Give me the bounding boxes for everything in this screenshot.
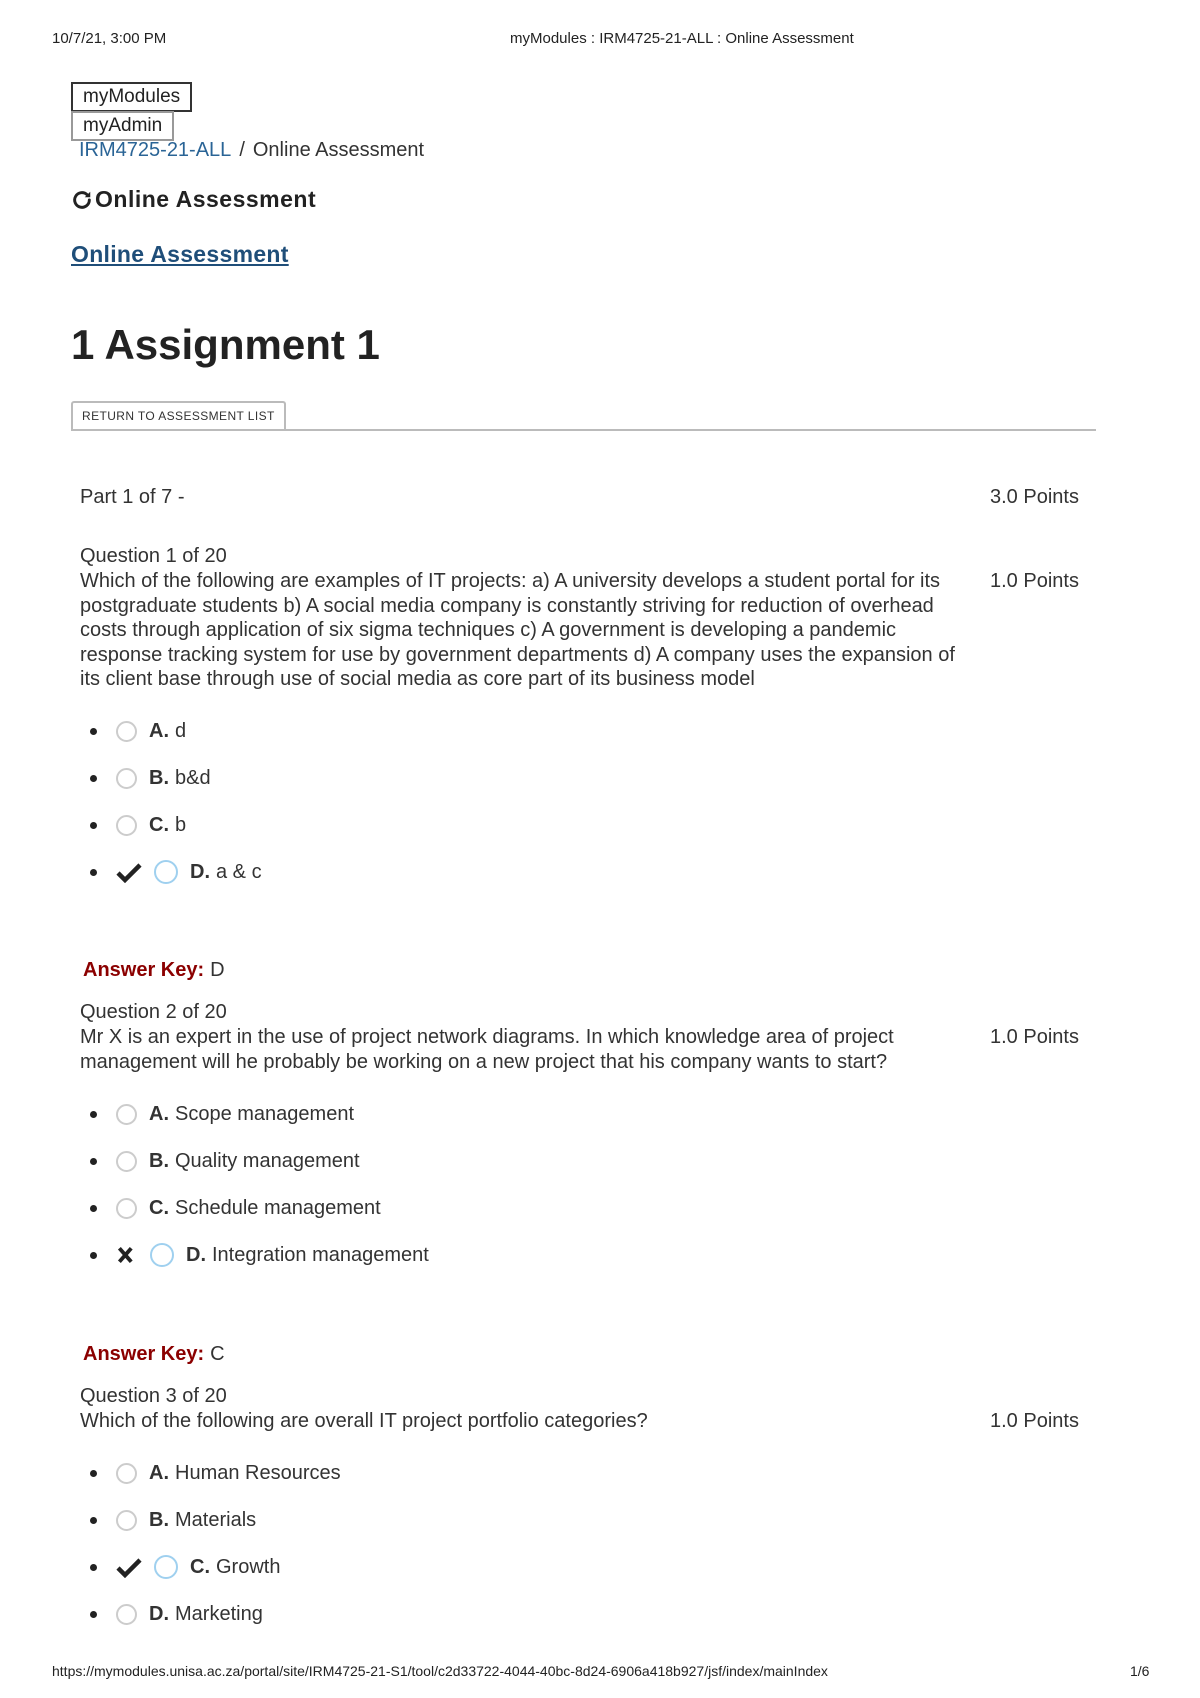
page-title: 1 Assignment 1 — [71, 321, 380, 368]
bullet — [90, 1470, 97, 1477]
tool-title — [71, 186, 316, 213]
radio-button[interactable] — [116, 1604, 137, 1625]
print-url: https://mymodules.unisa.ac.za/portal/site/IRM4725-21-S1/tool/c2d33722-4044-40bc-8d24-6906a418b927/jsf/index/mainIndex — [52, 1663, 828, 1679]
option-text: Marketing — [175, 1602, 263, 1625]
option-letter: D. — [190, 860, 210, 883]
answer-option[interactable] — [90, 1600, 263, 1628]
breadcrumb-separator: / — [239, 139, 245, 161]
bullet — [90, 1205, 97, 1212]
radio-button[interactable] — [116, 815, 137, 836]
return-to-assessment-list-button[interactable]: RETURN TO ASSESSMENT LIST — [71, 401, 286, 429]
checkmark-icon — [116, 861, 142, 883]
option-text: a & c — [216, 860, 262, 883]
answer-key — [83, 959, 225, 982]
bullet — [90, 1564, 97, 1571]
question-text: Mr X is an expert in the use of project network diagrams. In which knowledge area of project management will he probably be working on a new project that his company wants to start? — [80, 1026, 894, 1073]
answer-key — [83, 1343, 225, 1366]
option-letter: D. — [149, 1602, 169, 1625]
bullet — [90, 1111, 97, 1118]
breadcrumb-site-link[interactable]: IRM4725-21-ALL — [79, 139, 232, 161]
tab-divider — [71, 429, 1096, 431]
option-letter: B. — [149, 1149, 169, 1172]
question-points: 1.0 Points — [990, 570, 1079, 592]
answer-option[interactable] — [90, 1553, 280, 1581]
answer-option[interactable] — [90, 1100, 354, 1128]
refresh-icon[interactable] — [71, 189, 93, 211]
mymodules-button[interactable]: myModules — [71, 82, 192, 112]
option-text: d — [175, 719, 187, 742]
radio-button[interactable] — [116, 721, 137, 742]
option-text: Schedule management — [175, 1196, 381, 1219]
option-letter: B. — [149, 766, 169, 789]
option-letter: D. — [186, 1243, 206, 1266]
bullet — [90, 1517, 97, 1524]
radio-button[interactable] — [150, 1243, 174, 1267]
bullet — [90, 1158, 97, 1165]
answer-option[interactable] — [90, 1459, 341, 1487]
answer-key-value: C — [210, 1343, 225, 1365]
radio-button[interactable] — [116, 1198, 137, 1219]
bullet — [90, 775, 97, 782]
print-date: 10/7/21, 3:00 PM — [52, 30, 167, 47]
option-letter: C. — [149, 813, 169, 836]
answer-option[interactable] — [90, 1241, 429, 1269]
option-letter: B. — [149, 1508, 169, 1531]
radio-button[interactable] — [116, 1510, 137, 1531]
checkmark-icon — [116, 1556, 142, 1578]
option-text: Growth — [216, 1555, 281, 1578]
answer-option[interactable] — [90, 1147, 360, 1175]
bullet — [90, 869, 97, 876]
answer-option[interactable] — [90, 858, 262, 886]
bullet — [90, 1611, 97, 1618]
breadcrumb-current: Online Assessment — [252, 139, 425, 161]
question-number: Question 2 of 20 — [80, 1001, 227, 1023]
question-number: Question 3 of 20 — [80, 1385, 227, 1407]
part-points: 3.0 Points — [990, 486, 1079, 508]
cross-icon — [116, 1244, 138, 1266]
radio-button[interactable] — [116, 768, 137, 789]
answer-key-label: Answer Key: — [83, 959, 205, 981]
option-text: Quality management — [175, 1149, 360, 1172]
option-text: Scope management — [175, 1102, 355, 1125]
bullet — [90, 728, 97, 735]
radio-button[interactable] — [116, 1151, 137, 1172]
tool-title-text: Online Assessment — [95, 186, 317, 212]
radio-button[interactable] — [116, 1104, 137, 1125]
question-points: 1.0 Points — [990, 1410, 1079, 1432]
option-text: Human Resources — [175, 1461, 341, 1484]
print-title: myModules : IRM4725-21-ALL : Online Assessment — [510, 30, 854, 47]
option-letter: C. — [149, 1196, 169, 1219]
answer-option[interactable] — [90, 1194, 381, 1222]
option-text: b&d — [175, 766, 211, 789]
question-text: Which of the following are examples of IT projects: a) A university develops a student portal for its postgraduate students b) A social media company is constantly striving for reduction of overhead costs through application of six sigma techniques c) A government is developing a pandemic response tracking system for use by government departments d) A company uses the expansion of its client base through use of social media as core part of its business model — [80, 570, 955, 690]
bullet — [90, 822, 97, 829]
radio-button[interactable] — [154, 1555, 178, 1579]
answer-option[interactable] — [90, 811, 186, 839]
option-text: b — [175, 813, 187, 836]
option-text: Materials — [175, 1508, 257, 1531]
answer-key-value: D — [210, 959, 225, 981]
answer-option[interactable] — [90, 764, 211, 792]
bullet — [90, 1252, 97, 1259]
question-points: 1.0 Points — [990, 1026, 1079, 1048]
question-text: Which of the following are overall IT project portfolio categories? — [80, 1410, 648, 1432]
breadcrumb — [79, 139, 424, 162]
answer-option[interactable] — [90, 1506, 256, 1534]
part-label: Part 1 of 7 - — [80, 486, 185, 508]
option-letter: A. — [149, 1102, 169, 1125]
option-letter: A. — [149, 719, 169, 742]
option-letter: A. — [149, 1461, 169, 1484]
radio-button[interactable] — [116, 1463, 137, 1484]
answer-option[interactable] — [90, 717, 186, 745]
question-number: Question 1 of 20 — [80, 545, 227, 567]
print-page-number: 1/6 — [1130, 1663, 1150, 1679]
answer-key-label: Answer Key: — [83, 1343, 205, 1365]
option-letter: C. — [190, 1555, 210, 1578]
option-text: Integration management — [212, 1243, 429, 1266]
myadmin-button[interactable]: myAdmin — [71, 111, 174, 141]
radio-button[interactable] — [154, 860, 178, 884]
online-assessment-link[interactable]: Online Assessment — [71, 241, 289, 267]
